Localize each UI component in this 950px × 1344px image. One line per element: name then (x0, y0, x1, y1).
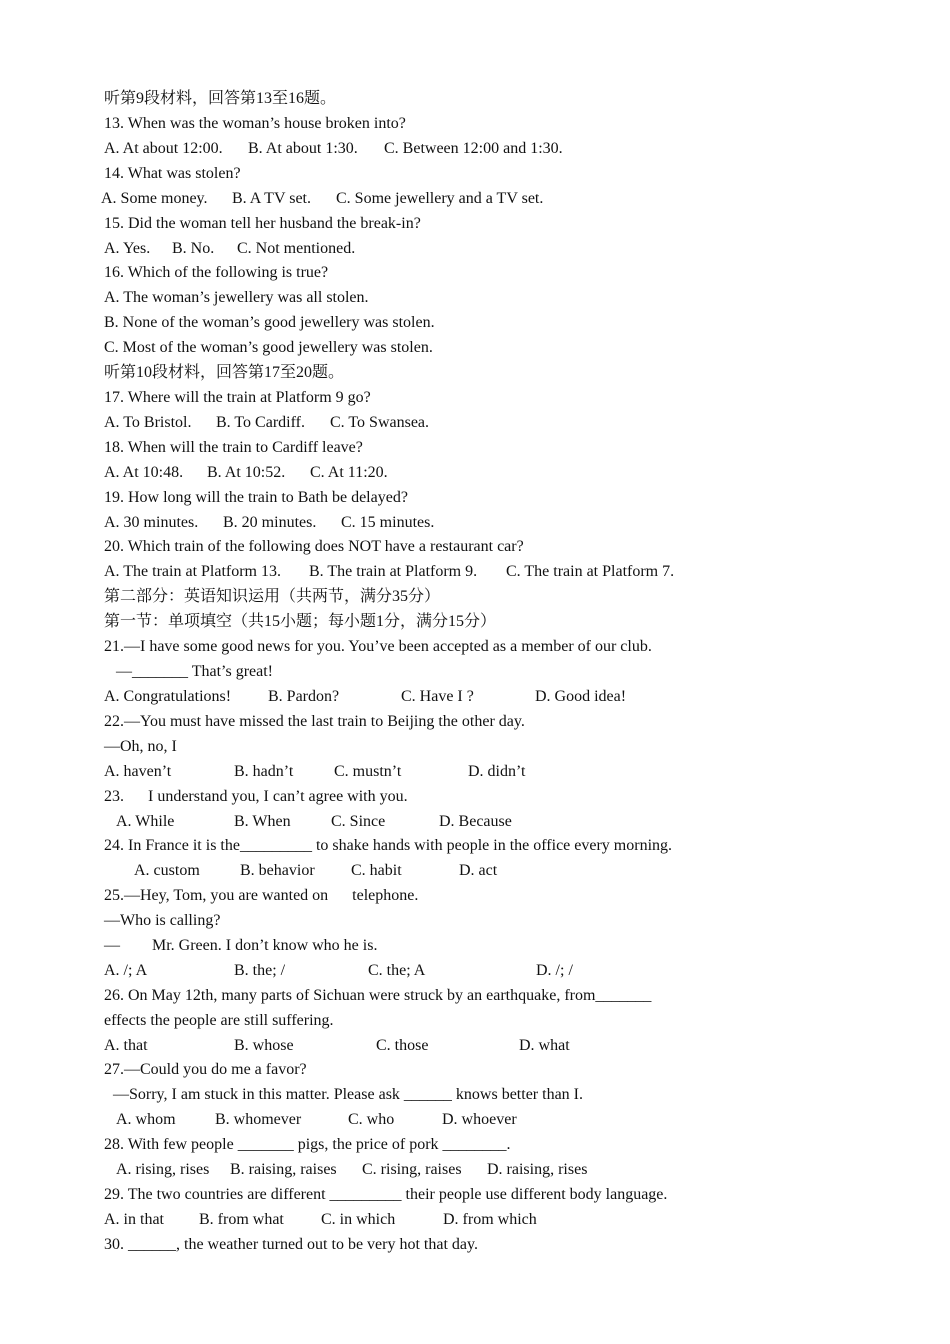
q21-option-d: D. Good idea! (535, 688, 627, 705)
q13-option-a: A. At about 12:00. (104, 140, 223, 157)
q28-option-b: B. raising, raises (230, 1161, 337, 1178)
q28-option-c: C. rising, raises (362, 1161, 462, 1178)
q16-option-a: A. The woman’s jewellery was all stolen. (104, 289, 369, 306)
question-24-stem: 24. In France it is the_________ to shake hands with people in the office every morning. (104, 837, 673, 854)
q28-option-a: A. rising, rises (116, 1161, 210, 1178)
q23-option-b: B. When (234, 813, 291, 830)
q14-option-a: A. Some money. (101, 190, 208, 207)
q22-option-b: B. hadn’t (234, 763, 294, 780)
q26-option-d: D. what (519, 1037, 570, 1054)
q21-option-b: B. Pardon? (268, 688, 340, 705)
q19-option-c: C. 15 minutes. (341, 514, 435, 531)
question-22-reply: —Oh, no, I (104, 738, 177, 755)
q17-option-c: C. To Swansea. (330, 414, 430, 431)
q27-option-b: B. whomever (215, 1111, 302, 1128)
q23-option-a: A. While (116, 813, 175, 830)
q20-option-a: A. The train at Platform 13. (104, 563, 281, 580)
q14-option-b: B. A TV set. (232, 190, 311, 207)
q26-option-a: A. that (104, 1037, 148, 1054)
q25-option-a: A. /; A (104, 962, 148, 979)
q13-option-c: C. Between 12:00 and 1:30. (384, 140, 563, 157)
q16-option-b: B. None of the woman’s good jewellery was stolen. (104, 314, 435, 331)
q17-option-b: B. To Cardiff. (216, 414, 305, 431)
q16-option-c: C. Most of the woman’s good jewellery was stolen. (104, 339, 433, 356)
question-20-stem: 20. Which train of the following does NOT have a restaurant car? (104, 538, 524, 555)
question-23-stem: 23. I understand you, I can’t agree with you. (104, 788, 408, 805)
q19-option-b: B. 20 minutes. (223, 514, 317, 531)
q20-option-b: B. The train at Platform 9. (309, 563, 478, 580)
q28-option-d: D. raising, rises (487, 1161, 588, 1178)
section-heading-10: 听第10段材料，回答第17至20题。 (104, 364, 345, 381)
q15-option-c: C. Not mentioned. (237, 240, 356, 257)
q27-option-a: A. whom (116, 1111, 176, 1128)
question-18-stem: 18. When will the train to Cardiff leave? (104, 439, 363, 456)
q29-option-a: A. in that (104, 1211, 164, 1228)
question-25-line2: —Who is calling? (104, 912, 221, 929)
question-30-stem: 30. ______, the weather turned out to be very hot that day. (104, 1236, 478, 1253)
q24-option-d: D. act (459, 862, 498, 879)
q25-option-b: B. the; / (234, 962, 286, 979)
q22-option-c: C. mustn’t (334, 763, 402, 780)
question-14-stem: 14. What was stolen? (104, 165, 241, 182)
part-two-heading: 第二部分：英语知识运用（共两节，满分35分） (104, 588, 441, 605)
q29-option-d: D. from which (443, 1211, 537, 1228)
question-15-stem: 15. Did the woman tell her husband the break-in? (104, 215, 421, 232)
q29-option-b: B. from what (199, 1211, 284, 1228)
question-27-reply: —Sorry, I am stuck in this matter. Please ask ______ knows better than I. (113, 1086, 583, 1103)
question-17-stem: 17. Where will the train at Platform 9 go? (104, 389, 371, 406)
question-25-stem: 25.—Hey, Tom, you are wanted on telephone. (104, 887, 419, 904)
question-22-stem: 22.—You must have missed the last train to Beijing the other day. (104, 713, 525, 730)
q18-option-b: B. At 10:52. (207, 464, 286, 481)
question-29-stem: 29. The two countries are different _________ their people use different body language. (104, 1186, 668, 1203)
q24-option-c: C. habit (351, 862, 402, 879)
question-21-stem: 21.—I have some good news for you. You’ve been accepted as a member of our club. (104, 638, 652, 655)
q15-option-a: A. Yes. (104, 240, 151, 257)
q23-option-c: C. Since (331, 813, 386, 830)
question-16-stem: 16. Which of the following is true? (104, 264, 329, 281)
q20-option-c: C. The train at Platform 7. (506, 563, 675, 580)
q21-option-a: A. Congratulations! (104, 688, 232, 705)
q26-option-b: B. whose (234, 1037, 294, 1054)
q29-option-c: C. in which (321, 1211, 396, 1228)
part-two-section-one-heading: 第一节：单项填空（共15小题；每小题1分，满分15分） (104, 613, 497, 630)
q18-option-c: C. At 11:20. (310, 464, 388, 481)
question-28-stem: 28. With few people _______ pigs, the price of pork ________. (104, 1136, 511, 1153)
section-heading-9: 听第9段材料，回答第13至16题。 (104, 90, 337, 107)
q24-option-a: A. custom (134, 862, 200, 879)
q13-option-b: B. At about 1:30. (248, 140, 358, 157)
q23-option-d: D. Because (439, 813, 512, 830)
q15-option-b: B. No. (172, 240, 215, 257)
q22-option-a: A. haven’t (104, 763, 172, 780)
question-26-stem: 26. On May 12th, many parts of Sichuan were struck by an earthquake, from_______ (104, 987, 652, 1004)
q22-option-d: D. didn’t (468, 763, 526, 780)
q25-option-c: C. the; A (368, 962, 426, 979)
question-27-stem: 27.—Could you do me a favor? (104, 1061, 307, 1078)
question-19-stem: 19. How long will the train to Bath be delayed? (104, 489, 408, 506)
q19-option-a: A. 30 minutes. (104, 514, 199, 531)
q17-option-a: A. To Bristol. (104, 414, 192, 431)
q24-option-b: B. behavior (240, 862, 315, 879)
q27-option-c: C. who (348, 1111, 395, 1128)
question-13-stem: 13. When was the woman’s house broken into? (104, 115, 406, 132)
question-25-line3: — Mr. Green. I don’t know who he is. (104, 937, 378, 954)
q18-option-a: A. At 10:48. (104, 464, 184, 481)
q25-option-d: D. /; / (536, 962, 573, 979)
q27-option-d: D. whoever (442, 1111, 517, 1128)
q26-option-c: C. those (376, 1037, 429, 1054)
question-26-line2: effects the people are still suffering. (104, 1012, 334, 1029)
q21-option-c: C. Have I ? (401, 688, 474, 705)
question-21-reply: —_______ That’s great! (116, 663, 274, 680)
q14-option-c: C. Some jewellery and a TV set. (336, 190, 544, 207)
